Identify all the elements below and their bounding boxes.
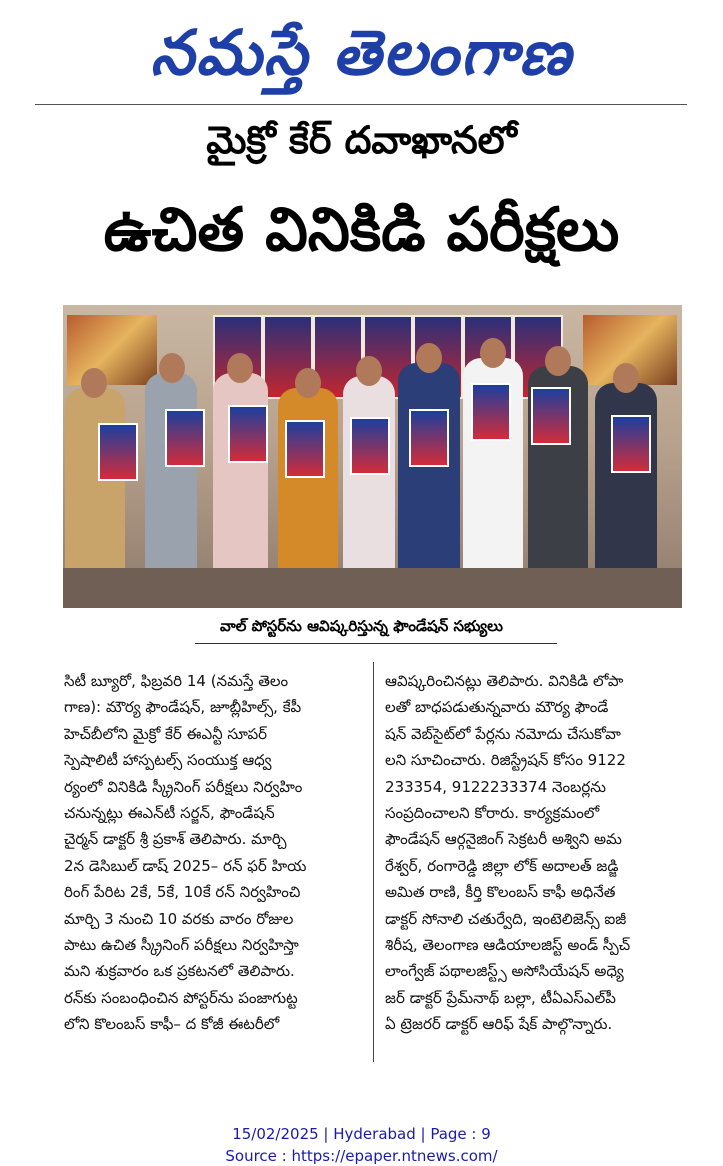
text-line: లోని కొలంబస్ కాఫీ– ద కోజీ ఈటరీలో: [64, 1015, 280, 1034]
text-line: రింగ్ పేరిట 2కే, 5కే, 10కే రన్ నిర్వహించి: [64, 883, 301, 902]
photo-floor: [63, 568, 682, 608]
person-head: [159, 353, 185, 383]
person-head: [356, 356, 382, 386]
text-line: ఫౌండేషన్ ఆర్గనైజింగ్ సెక్రటరీ అశ్విని అమ: [385, 830, 622, 849]
text-line: అమిత రాణి, కీర్తి కొలంబస్ కాఫీ అధినేత: [385, 883, 616, 902]
wall-poster: [350, 417, 390, 475]
article-column-right: [385, 668, 681, 1068]
text-line: ఆవిష్కరించినట్లు తెలిపారు. వినికిడి లోపా: [385, 672, 624, 690]
article-photo: [63, 305, 682, 608]
text-line: లని సూచించారు. రిజిస్ట్రేషన్ కోసం 9122: [385, 751, 626, 770]
text-line: చనున్నట్లు ఈఎన్‌టీ సర్జన్, ఫౌండేషన్: [64, 804, 275, 823]
person-head: [480, 338, 506, 368]
article-column-left: [64, 668, 360, 1068]
text-line: ఏ ట్రెజరర్ డాక్టర్ ఆరిఫ్ షేక్ పాల్గొన్నారు.: [385, 1015, 613, 1034]
person-head: [613, 363, 639, 393]
person: [278, 388, 338, 588]
text-line: మార్చి 3 నుంచి 10 వరకు వారం రోజుల: [64, 909, 294, 928]
text-line: డాక్టర్ సోనాలి చతుర్వేది, ఇంటెలిజెన్స్ ఐజీ: [385, 909, 627, 928]
text-line: 2న డెసిబుల్ డాష్ 2025– రన్ ఫర్ హియ: [64, 856, 307, 875]
wall-poster: [165, 409, 205, 467]
text-line: షన్ వెబ్‌సైట్‌లో పేర్లను నమోదు చేసుకోవా: [385, 724, 621, 743]
text-line: సిటీ బ్యూరో, ఫిబ్రవరి 14 (నమస్తే తెలం: [64, 672, 289, 690]
text-line: 233354, 9122233374 నెంబర్లను: [385, 777, 606, 796]
text-line: మని శుక్రవారం ఒక ప్రకటనలో తెలిపారు.: [64, 962, 295, 981]
person-head: [81, 368, 107, 398]
photo-caption: వాల్ పోస్టర్‌ను ఆవిష్కరిస్తున్న ఫౌండేషన్ సభ్యులు: [220, 617, 503, 635]
caption-underline: [195, 643, 557, 644]
text-line: రేశ్వర్, రంగారెడ్డి జిల్లా లోక్ అదాలత్ జడ్జి: [385, 856, 619, 875]
footer-date-page: 15/02/2025 | Hyderabad | Page : 9: [232, 1125, 491, 1143]
wall-poster: [98, 423, 138, 481]
footer-source[interactable]: Source : https://epaper.ntnews.com/: [225, 1147, 498, 1165]
text-line: సంప్రదించాలని కోరారు. కార్యక్రమంలో: [385, 804, 600, 823]
text-line: లతో బాధపడుతున్నవారు మౌర్య ఫౌండే: [385, 698, 609, 717]
wall-poster: [471, 383, 511, 441]
newspaper-masthead: నమస్తే తెలంగాణ: [150, 16, 573, 89]
person: [145, 373, 197, 588]
text-line: పాటు ఉచిత స్క్రీనింగ్ పరీక్షలు నిర్వహిస్తా: [64, 936, 299, 955]
text-line: జర్ డాక్టర్ ప్రేమ్‌నాథ్ బల్లా, టీఏఎస్‌ఎల్‌పీ: [385, 988, 616, 1007]
text-line: శిరీష, తెలంగాణ ఆడియాలజిస్ట్ అండ్ స్పీచ్: [385, 936, 631, 955]
person: [595, 383, 657, 588]
text-line: హెచ్‌బీలోని మైక్రో కేర్ ఈఎన్టీ సూపర్: [64, 724, 268, 743]
person: [398, 363, 460, 588]
article-headline: ఉచిత వినికిడి పరీక్షలు: [103, 195, 620, 265]
person-head: [545, 346, 571, 376]
wall-poster: [611, 415, 651, 473]
person-head: [295, 368, 321, 398]
text-line: గాణ): మౌర్య ఫౌండేషన్, జూబ్లీహిల్స్, కేపీ: [64, 698, 302, 717]
text-line: రన్‌కు సంబంధించిన పోస్టర్‌ను పంజాగుట్ట: [64, 988, 298, 1007]
text-line: ర్యంలో వినికిడి స్క్రీనింగ్ పరీక్షలు నిర్వహిం: [64, 777, 303, 796]
person-head: [416, 343, 442, 373]
wall-painting-left: [67, 315, 157, 385]
wall-poster: [285, 420, 325, 478]
article-kicker: మైక్రో కేర్ దవాఖానలో: [206, 118, 517, 162]
person-head: [227, 353, 253, 383]
text-line: చైర్మన్ డాక్టర్ శ్రీ ప్రకాశ్ తెలిపారు. మార్చి: [64, 830, 287, 849]
person: [65, 388, 125, 588]
masthead-divider: [35, 104, 687, 105]
text-line: లాంగ్వేజ్ పథాలజిస్ట్స్ అసోసియేషన్ అధ్యె: [385, 962, 624, 981]
wall-poster: [228, 405, 268, 463]
wall-poster: [409, 409, 449, 467]
wall-poster: [531, 387, 571, 445]
text-line: స్పెషాలిటీ హాస్పటల్స్ సంయుక్త ఆధ్వ: [64, 751, 272, 770]
person: [343, 376, 395, 588]
column-divider: [373, 662, 374, 1062]
